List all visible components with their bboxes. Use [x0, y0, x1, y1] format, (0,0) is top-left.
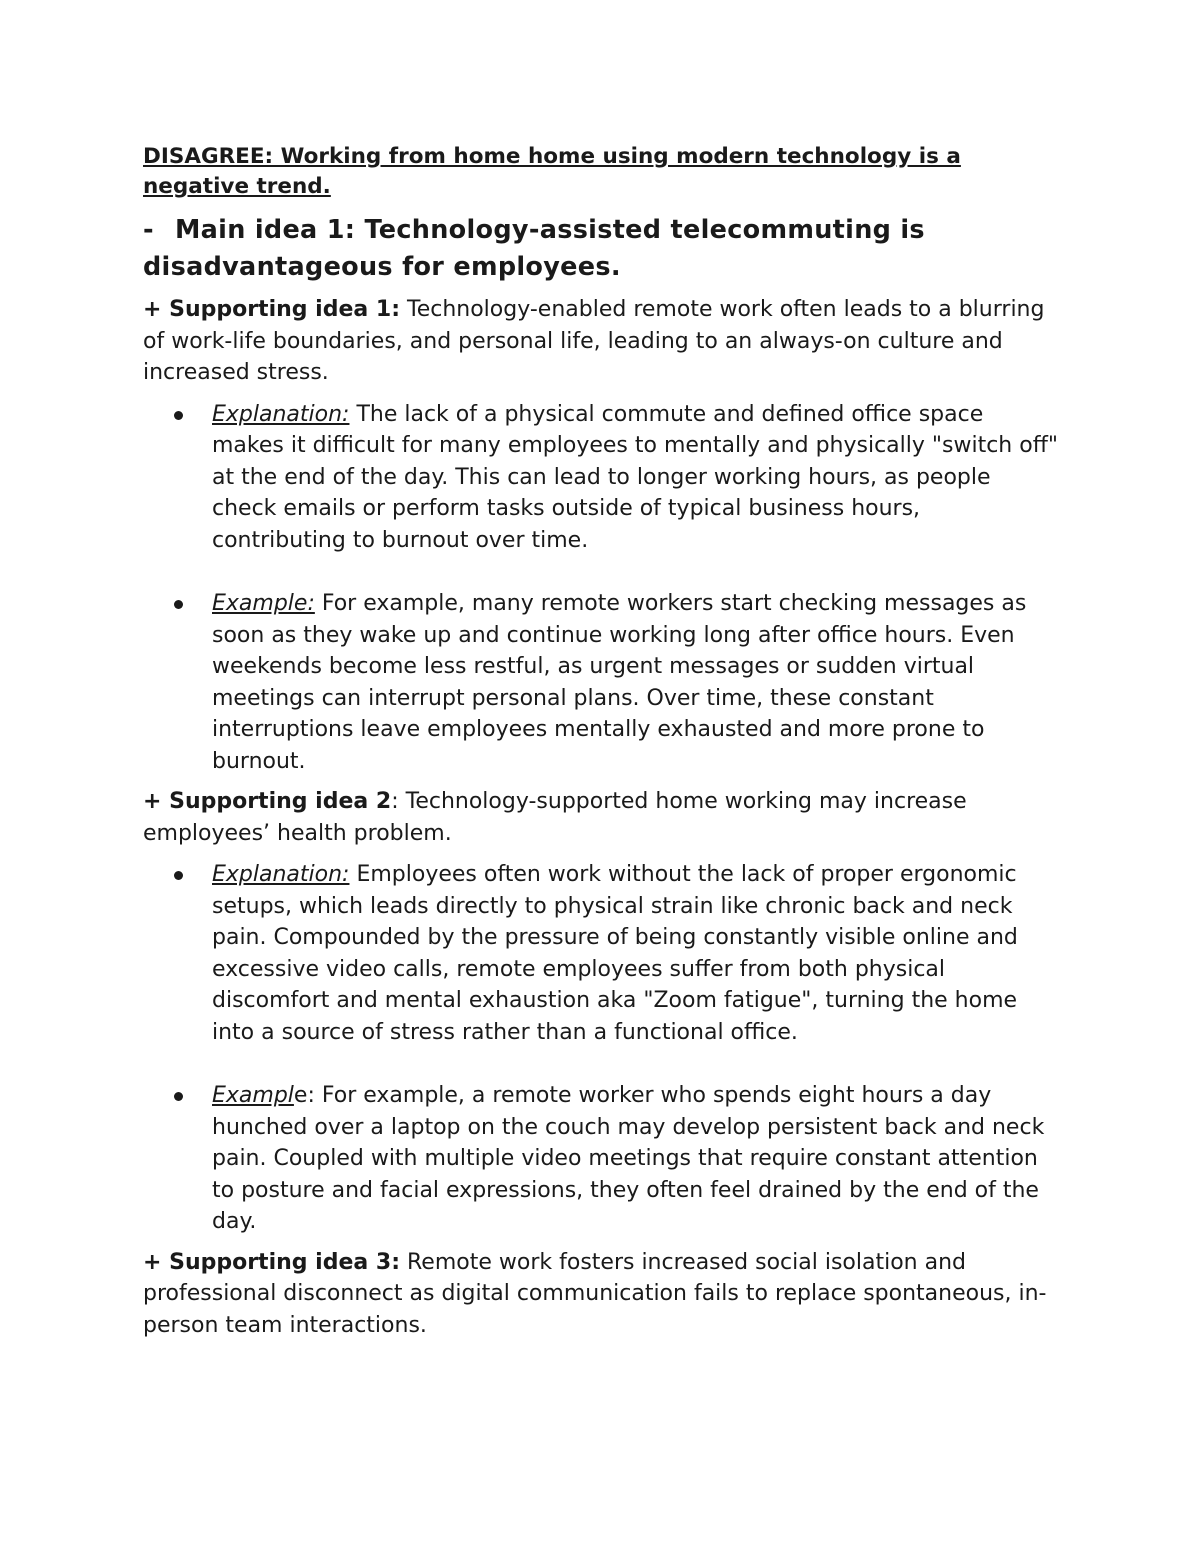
bullet-dot-icon — [174, 1092, 183, 1101]
main-idea-dash: - — [143, 215, 154, 245]
supporting-idea-1 — [143, 294, 1058, 389]
supporting-idea-2 — [143, 786, 1058, 849]
supporting-idea-1-bullets — [143, 399, 1058, 778]
bullet-lead: Explanation: — [212, 862, 350, 887]
bullet-text: For example, many remote workers start checking messages as soon as they wake up and continue working long after office hours. Even weekends become less restful, as urgent messages or sudden virtual meetings can interrupt personal plans. Over time, these constant interruptions leave employees mentally exhausted and more prone to burnout. — [212, 591, 1027, 774]
supporting-idea-label: + Supporting idea 1: — [143, 297, 401, 322]
explanation-bullet — [143, 859, 1058, 1048]
supporting-idea-3 — [143, 1247, 1058, 1342]
supporting-idea-text: Remote work fosters increased social isolation and professional disconnect as digital communication fails to replace spontaneous, in-person team interactions. — [143, 1249, 1047, 1338]
example-bullet — [143, 1080, 1058, 1238]
supporting-idea-text: Technology-supported home working may increase employees’ health problem. — [143, 789, 967, 846]
explanation-bullet — [143, 399, 1058, 557]
supporting-idea-label: + Supporting idea 2 — [143, 789, 392, 814]
document-title: DISAGREE: Working from home home using modern technology is a negative trend. — [143, 144, 961, 199]
document-body — [143, 142, 1058, 1351]
bullet-dot-icon — [174, 600, 183, 609]
bullet-text: Employees often work without the lack of proper ergonomic setups, which leads directly to physical strain like chronic back and neck pain. Compounded by the pressure of being constantly visible online and excessive video calls, remote employees suffer from both physical discomfort and mental exhaustion aka "Zoom fatigue", turning the home into a source of stress rather than a functional office. — [212, 862, 1018, 1045]
example-bullet — [143, 588, 1058, 777]
supporting-idea-separator: : — [391, 789, 399, 814]
supporting-idea-2-bullets — [143, 859, 1058, 1238]
supporting-idea-label: + Supporting idea 3: — [143, 1249, 401, 1275]
bullet-lead: Exampl — [212, 1083, 294, 1108]
bullet-text: For example, a remote worker who spends eight hours a day hunched over a laptop on the couch may develop persistent back and neck pain. Coupled with multiple video meetings that require constant attention to posture and facial expressions, they often feel drained by the end of the day. — [212, 1083, 1045, 1234]
bullet-lead-tail: e: — [293, 1083, 315, 1108]
bullet-text: The lack of a physical commute and defined office space makes it difficult for many employees to mentally and physically "switch off" at the end of the day. This can lead to longer working hours, as people check emails or perform tasks outside of typical business hours, contributing to burnout over time. — [212, 401, 1058, 553]
main-idea-text: Main idea 1: Technology-assisted telecommuting is disadvantageous for employees. — [143, 215, 925, 282]
main-idea-heading — [143, 212, 1058, 286]
supporting-idea-text: Technology-enabled remote work often leads to a blurring of work-life boundaries, and personal life, leading to an always-on culture and increased stress. — [143, 297, 1045, 385]
bullet-dot-icon — [174, 411, 183, 420]
bullet-dot-icon — [174, 871, 183, 880]
bullet-lead: Explanation: — [212, 401, 350, 427]
bullet-lead: Example: — [212, 591, 315, 616]
